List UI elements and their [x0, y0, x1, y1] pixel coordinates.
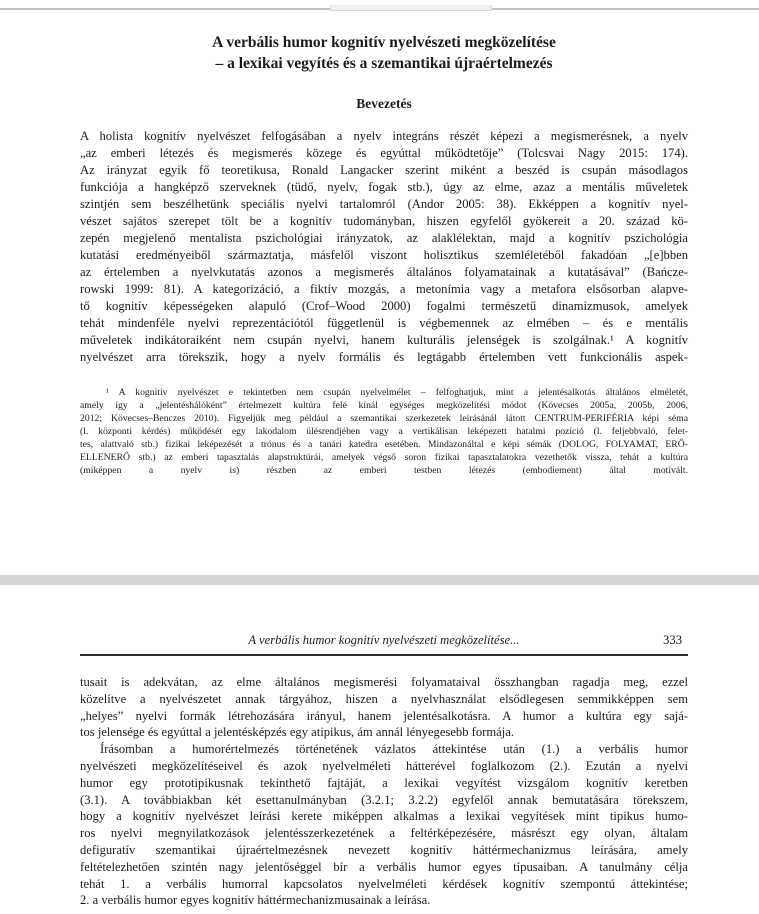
text-line: ros nyelvi megnyilatkozások jelentésszerkezetének a feltérképezésére, másrészt egy olyan, általam — [80, 826, 688, 841]
text-line: ELLENERŐ stb.) az emberi tapasztalás alapstruktúrái, amelyek végső soron fizikai tapasztalatokra vezethetők vissza, tehát a kultúra — [80, 452, 688, 463]
text-line: „az emberi létezés és megismerés közege és egyúttal működtetője” (Tolcsvai Nagy 2015: 174). — [80, 146, 688, 160]
text-line: (3.1). A továbbiakban két esettanulmányban (3.2.1; 3.2.2) egyfelől annak bemutatására törekszem, — [80, 792, 688, 807]
scroll-tab[interactable] — [330, 5, 492, 11]
text-line: defiguratív szemantikai újraértelmezésnek nevezett kognitív háttérmechanizmus leírására, amely — [80, 842, 688, 857]
article-title-line-1: A verbális humor kognitív nyelvészeti megközelítése — [212, 34, 556, 51]
text-line: közelítve a nyelvészetet annak tárgyához, hiszen a nyelvhasználat elsődlegesen semmikképpen sem — [80, 691, 688, 706]
text-line: nyelvészeti megközelítéseivel és azok nyelvelméleti hátterével foglalkozom (2.). Ezután a nyelvi — [80, 758, 688, 773]
running-head-title: A verbális humor kognitív nyelvészeti megközelítése... — [248, 633, 520, 647]
page1-body-text — [80, 128, 688, 366]
text-line: rowski 1999: 81). A kategorizáció, a fiktív mozgás, a metonímia vagy a metafora elsősorban alapve- — [80, 282, 688, 296]
text-line: tehát mindenféle nyelvi reprezentációtól függetlenül is végbemennek az elmében – és e mentális — [80, 316, 688, 330]
text-line: szintjén sem beszélhetünk speciális nyelvi tartalomról (Andor 2005: 38). Ekképpen a kognitív nyel- — [80, 197, 688, 211]
page-2 — [0, 585, 759, 909]
text-line: az értelemben a nyelvkutatás azonos a megismerés általános folyamatainak a kutatásával” (Bańcze- — [80, 265, 688, 279]
running-head — [80, 633, 688, 647]
article-title-line-2: – a lexikai vegyítés és a szemantikai újraértelmezés — [215, 55, 553, 72]
text-line: kutatási eredményeiből származtatja, másfelől viszont holisztikus szemléletéből fakadóan „[e]bben — [80, 248, 688, 262]
text-line: 2. a verbális humor egyes kognitív háttérmechanizmusainak a leírása. — [80, 893, 431, 908]
page-gap — [0, 575, 759, 585]
page-number: 333 — [663, 633, 682, 647]
text-line: tes, alattvaló stb.) fizikai leképezését a trónus és a tanári katedra esetében. Mindazonáltal e képi sémák (DOLOG, FOLYAMAT, ERŐ- — [80, 439, 688, 450]
text-line: „helyes” nyelvi formák létrehozására irányul, hanem jelentésalkotásra. A humor a kultúra egy sajá- — [80, 708, 688, 723]
running-head-rule — [80, 654, 688, 656]
text-line: zepén megjelenő mentalista pszichológiai irányzatok, az alaklélektan, majd a kognitív pszichológia — [80, 231, 688, 245]
text-line: 2012; Kövecses–Benczes 2010). Figyeljük meg például a szemantikai szerkezetek leírásánál látott CENTRUM-PERIFÉRIA képi séma — [80, 413, 688, 424]
text-line: (l. központi kérdés) működését egy lakodalom ülésrendjében vagy a vertikálisan leképezett hatalmi pozíció (l. feljebbvaló, felet- — [80, 426, 688, 437]
text-line: vészet sajátos szerepet tölt be a kognitív tudományban, hiszen egyfelől gyökereit a 20. század kö- — [80, 214, 688, 228]
text-line: A holista kognitív nyelvészet felfogásában a nyelv integráns részét képezi a megismerésnek, a nyelv — [80, 129, 688, 143]
text-line: tő kognitív képességeken alapuló (Crof–Wood 2000) fogalmi természetű dinamizmusok, amelyek — [80, 299, 688, 313]
text-line: funkciója a hangképző szerveknek (tüdő, nyelv, fogak stb.), úgy az elme, azaz a mentális műveletek — [80, 180, 688, 194]
text-line: tehát 1. a verbális humorral kapcsolatos nyelvelméleti kérdések kognitív szempontú áttekintése; — [80, 876, 688, 891]
text-line: (miképpen a nyelv is) részben az emberi testben létezés (embodiement) által motivált. — [80, 465, 688, 476]
page-1 — [0, 5, 759, 575]
page2-body-text — [80, 674, 688, 909]
text-line: tusait is adekvátan, az elme általános megismerési folyamataival összhangban ragadja meg, ezzel — [80, 675, 688, 689]
page1-footnote — [80, 386, 688, 477]
text-line: Az irányzat egyik fő teoretikusa, Ronald Langacker szerint miként a beszéd is csupán másodlagos — [80, 163, 688, 177]
text-line: humor egy prototipikusnak tekinthető fajtáját, a lexikai vegyítést vizsgálom kognitív keretben — [80, 775, 688, 790]
text-line: tos jelensége és egyúttal a jelentésképzés egy atipikus, ám annál lényegesebb formája. — [80, 725, 514, 740]
text-line: Írásomban a humorértelmezés történetének vázlatos áttekintése után (1.) a verbális humor — [100, 742, 688, 757]
text-line: hogy a kognitív nyelvészet leírási kerete miképpen alkalmas a lexikai vegyítések mint tipikus humo- — [80, 809, 688, 824]
text-line: amely így a „jelentéshálóként” értelmezett kultúra felé kínál egységes megközelítési módot (Kövecses 2005a, 2005b, 2006, — [80, 400, 688, 411]
text-line: nyelvészet arra törekszik, hogy a nyelv formális és legtágabb értelemben vett funkcionális aspek- — [80, 350, 688, 364]
article-title — [80, 32, 688, 74]
section-heading: Bevezetés — [356, 96, 412, 111]
text-line: ¹ A kognitív nyelvészet e tekintetben nem csupán nyelvelmélet – felfoghatjuk, mint a jelentésalkotás általános elméletét, — [106, 387, 688, 398]
text-line: műveletek indikátoraiként nem csupán nyelvi, hanem kulturális jelenségek is szolgálnak.¹ A kognitív — [80, 333, 688, 347]
text-line: feltételezhetően szintén nagy jelentőséggel bír a verbális humor egyes típusaiban. A tanulmány célja — [80, 859, 688, 874]
